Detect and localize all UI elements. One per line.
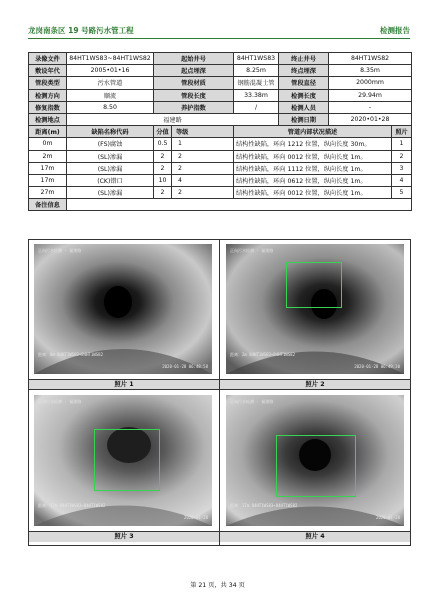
value-inspected-length: 29.94m — [329, 89, 412, 101]
label-pipe-type: 管段类型 — [29, 77, 67, 89]
label-inspection-date: 检测日期 — [279, 113, 329, 125]
defect-photo-no: 5 — [392, 187, 412, 199]
caption-row-1 — [29, 379, 410, 390]
label-repair-index: 修复指数 — [29, 101, 67, 113]
photo-2-timestamp: 2020-01-28 06:49:30 — [354, 364, 400, 369]
value-repair-index: 8.50 — [67, 101, 154, 113]
col-score: 分值 — [154, 126, 172, 138]
defect-code: (FS)腐蚀 — [67, 138, 154, 150]
label-pipe-material: 管段材质 — [154, 77, 234, 89]
value-inspection-date: 2020•01•28 — [329, 113, 412, 125]
table-row — [29, 65, 412, 77]
value-direction: 顺流 — [67, 89, 154, 101]
label-direction: 检测方向 — [29, 89, 67, 101]
defect-marker-box — [276, 435, 356, 497]
remarks-label: 备注信息 — [29, 199, 67, 211]
value-pipe-diameter: 2000mm — [329, 77, 412, 89]
defect-photo-no: 1 — [392, 138, 412, 150]
value-start-depth: 8.25m — [234, 65, 279, 77]
col-defect-code: 缺陷名称代码 — [67, 126, 154, 138]
document-type: 检测报告 — [380, 26, 410, 35]
label-inspector: 检测人员 — [279, 101, 329, 113]
defect-code: (CK)错口 — [67, 174, 154, 186]
label-end-well: 终止井号 — [279, 53, 329, 65]
defect-distance: 27m — [29, 187, 67, 199]
defect-photo-no: 4 — [392, 174, 412, 186]
photo-4 — [226, 395, 404, 526]
photo-1 — [34, 244, 212, 374]
photo-4-caption-mid: 距离：17m 84HT1WS83→84HT1WS82 — [230, 503, 298, 508]
table-row — [29, 77, 412, 89]
value-pipe-type: 污水管道 — [67, 77, 154, 89]
label-pipe-length: 管段长度 — [154, 89, 234, 101]
label-video-file: 录像文件 — [29, 53, 67, 65]
col-description: 管道内部状况描述 — [234, 126, 392, 138]
photo-2-caption-top: 正向污水检测 · 福建路 — [230, 248, 274, 253]
caption-photo-4: 照片 4 — [305, 533, 325, 540]
header-divider — [28, 38, 410, 39]
defect-marker-box — [94, 429, 160, 491]
label-pipe-diameter: 管段直径 — [279, 77, 329, 89]
label-end-depth: 终点埋深 — [279, 65, 329, 77]
photo-3-timestamp: 2020-01-28 — [183, 515, 208, 520]
label-start-depth: 起点埋深 — [154, 65, 234, 77]
page-number: 第 21 页，共 34 页 — [190, 582, 245, 589]
caption-row-2 — [29, 531, 410, 542]
value-pipe-material: 钢筋混凝土管 — [234, 77, 279, 89]
photo-1-caption-top: 正向污水检测 · 福建路 — [38, 248, 82, 253]
value-inspector: - — [329, 101, 412, 113]
defect-description: 结构性缺陷，环向 0612 位置，纵向长度 1m。 — [234, 174, 392, 186]
photo-3-caption-top: 正向污水检测 · 福建路 — [38, 399, 82, 404]
value-end-well: 84HT1WS82 — [329, 53, 412, 65]
defect-score: 0.5 — [154, 138, 172, 150]
defect-score: 10 — [154, 174, 172, 186]
remarks-value — [67, 199, 412, 211]
value-laying-year: 2005•01•16 — [67, 65, 154, 77]
defect-description: 结构性缺陷，环向 0012 位置，纵向长度 1m。 — [234, 150, 392, 162]
label-inspected-length: 检测长度 — [279, 89, 329, 101]
defect-row — [29, 150, 412, 162]
defect-grade: 4 — [172, 174, 234, 186]
caption-photo-2: 照片 2 — [305, 381, 325, 388]
table-row — [29, 101, 412, 113]
defect-code: (SL)渗漏 — [67, 162, 154, 174]
defect-photo-no: 2 — [392, 150, 412, 162]
col-grade: 等级 — [172, 126, 234, 138]
defect-header-row — [29, 126, 412, 138]
photo-3-caption-mid: 距离：17m 84HT1WS83→84HT1WS82 — [38, 503, 106, 508]
col-distance: 距离(m) — [29, 126, 67, 138]
caption-photo-1: 照片 1 — [114, 381, 134, 388]
defect-description: 结构性缺陷，环向 1212 位置，纵向长度 30m。 — [234, 138, 392, 150]
defect-description: 结构性缺陷，环向 1112 位置，纵向长度 1m。 — [234, 162, 392, 174]
caption-photo-3: 照片 3 — [114, 533, 134, 540]
defect-score: 2 — [154, 150, 172, 162]
remarks-row — [29, 199, 412, 211]
label-laying-year: 敷设年代 — [29, 65, 67, 77]
defect-grade: 1 — [172, 138, 234, 150]
defect-grade: 2 — [172, 187, 234, 199]
col-photo: 照片 — [392, 126, 412, 138]
photo-1-timestamp: 2020-01-28 06:48:58 — [162, 364, 208, 369]
defect-row — [29, 187, 412, 199]
photo-2 — [226, 244, 404, 374]
table-row — [29, 53, 412, 65]
table-row — [29, 89, 412, 101]
defect-code: (SL)渗漏 — [67, 187, 154, 199]
value-maintenance-index: / — [234, 101, 279, 113]
photo-grid-divider — [219, 240, 220, 545]
defect-distance: 17m — [29, 162, 67, 174]
photo-1-caption-mid: 距离：0m 84HT1WS83→84HT1WS82 — [38, 352, 103, 357]
label-start-well: 起始井号 — [154, 53, 234, 65]
photo-4-caption-top: 正向污水检测 · 福建路 — [230, 399, 274, 404]
defect-row — [29, 138, 412, 150]
value-pipe-length: 33.38m — [234, 89, 279, 101]
value-start-well: 84HT1WS83 — [234, 53, 279, 65]
defect-marker-box — [286, 262, 342, 308]
defect-distance: 2m — [29, 150, 67, 162]
project-title: 龙岗南条区 19 号路污水管工程 — [28, 26, 134, 35]
photo-4-timestamp: 2020-01-28 — [375, 515, 400, 520]
photo-3 — [34, 395, 212, 526]
defect-grade: 2 — [172, 162, 234, 174]
label-maintenance-index: 养护指数 — [154, 101, 234, 113]
value-location: 福建路 — [67, 113, 279, 125]
defect-distance: 0m — [29, 138, 67, 150]
inspection-table — [28, 52, 412, 211]
defect-distance: 17m — [29, 174, 67, 186]
defect-code: (SL)渗漏 — [67, 150, 154, 162]
photo-2-caption-mid: 距离：2m 84HT1WS83→84HT1WS82 — [230, 352, 295, 357]
label-location: 检测地点 — [29, 113, 67, 125]
defect-row — [29, 174, 412, 186]
value-video-file: 84HT1WS83~84HT1WS82 — [67, 53, 154, 65]
photo-grid — [28, 239, 411, 546]
defect-description: 结构性缺陷，环向 0012 位置，纵向长度 1m。 — [234, 187, 392, 199]
value-end-depth: 8.35m — [329, 65, 412, 77]
defect-score: 2 — [154, 162, 172, 174]
defect-row — [29, 162, 412, 174]
report-header — [28, 25, 410, 37]
defect-photo-no: 3 — [392, 162, 412, 174]
defect-grade: 2 — [172, 150, 234, 162]
defect-score: 2 — [154, 187, 172, 199]
table-row — [29, 113, 412, 125]
